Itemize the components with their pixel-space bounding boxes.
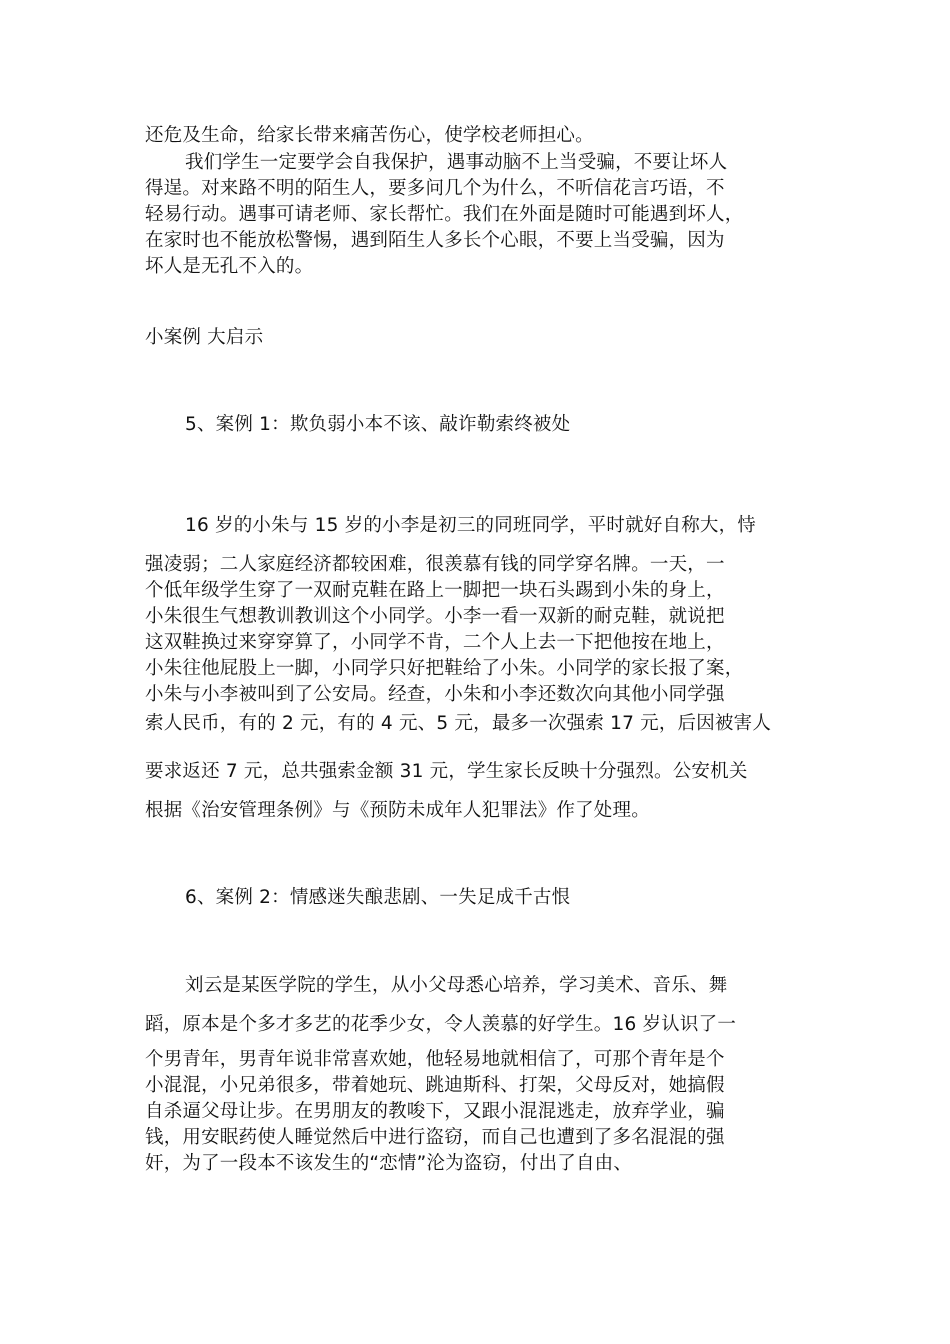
paragraph-line: 这双鞋换过来穿穿算了，小同学不肯，二个人上去一下把他按在地上， — [145, 632, 725, 653]
paragraph-line: 16 岁的小朱与 15 岁的小李是初三的同班同学，平时就好自称大，恃 — [185, 515, 757, 536]
paragraph-line: 奸，为了一段本不该发生的“恋情”沦为盗窃，付出了自由、 — [145, 1153, 633, 1174]
paragraph-line: 钱，用安眠药使人睡觉然后中进行盗窃，而自己也遭到了多名混混的强 — [145, 1127, 725, 1148]
section-heading: 小案例 大启示 — [145, 327, 264, 348]
paragraph-line: 坏人是无孔不入的。 — [145, 256, 314, 277]
paragraph-line: 轻易行动。遇事可请老师、家长帮忙。我们在外面是随时可能遇到坏人， — [145, 204, 744, 225]
paragraph-line: 索人民币，有的 2 元，有的 4 元、5 元，最多一次强索 17 元，后因被害人 — [145, 713, 772, 734]
paragraph-line: 得逞。对来路不明的陌生人，要多问几个为什么，不听信花言巧语，不 — [145, 178, 725, 199]
paragraph-line: 小朱与小李被叫到了公安局。经查，小朱和小李还数次向其他小同学强 — [145, 684, 725, 705]
paragraph-line: 自杀逼父母让步。在男朋友的教唆下，又跟小混混逃走，放弃学业，骗 — [145, 1101, 725, 1122]
paragraph-line: 小朱很生气想教训教训这个小同学。小李一看一双新的耐克鞋，就说把 — [145, 606, 725, 627]
paragraph-line: 要求返还 7 元，总共强索金额 31 元，学生家长反映十分强烈。公安机关 — [145, 761, 748, 782]
case-2-title: 6、案例 2：情感迷失酿悲剧、一失足成千古恨 — [185, 887, 571, 908]
paragraph-line: 个男青年，男青年说非常喜欢她，他轻易地就相信了，可那个青年是个 — [145, 1049, 725, 1070]
paragraph-line: 强凌弱；二人家庭经济都较困难，很羡慕有钱的同学穿名牌。一天，一 — [145, 554, 725, 575]
paragraph-line: 小混混，小兄弟很多，带着她玩、跳迪斯科、打架，父母反对，她搞假 — [145, 1075, 725, 1096]
paragraph-line: 个低年级学生穿了一双耐克鞋在路上一脚把一块石头踢到小朱的身上， — [145, 580, 725, 601]
paragraph-line: 我们学生一定要学会自我保护，遇事动脑不上当受骗，不要让坏人 — [185, 152, 728, 173]
paragraph-line: 小朱往他屁股上一脚，小同学只好把鞋给了小朱。小同学的家长报了案， — [145, 658, 744, 679]
paragraph-line: 还危及生命，给家长带来痛苦伤心，使学校老师担心。 — [145, 125, 594, 146]
paragraph-line: 在家时也不能放松警惕，遇到陌生人多长个心眼，不要上当受骗，因为 — [145, 230, 725, 251]
paragraph-line: 蹈，原本是个多才多艺的花季少女，令人羡慕的好学生。16 岁认识了一 — [145, 1014, 737, 1035]
paragraph-line: 刘云是某医学院的学生，从小父母悉心培养，学习美术、音乐、舞 — [185, 975, 728, 996]
case-1-title: 5、案例 1：欺负弱小本不该、敲诈勒索终被处 — [185, 414, 571, 435]
paragraph-line: 根据《治安管理条例》与《预防未成年人犯罪法》作了处理。 — [145, 800, 650, 821]
